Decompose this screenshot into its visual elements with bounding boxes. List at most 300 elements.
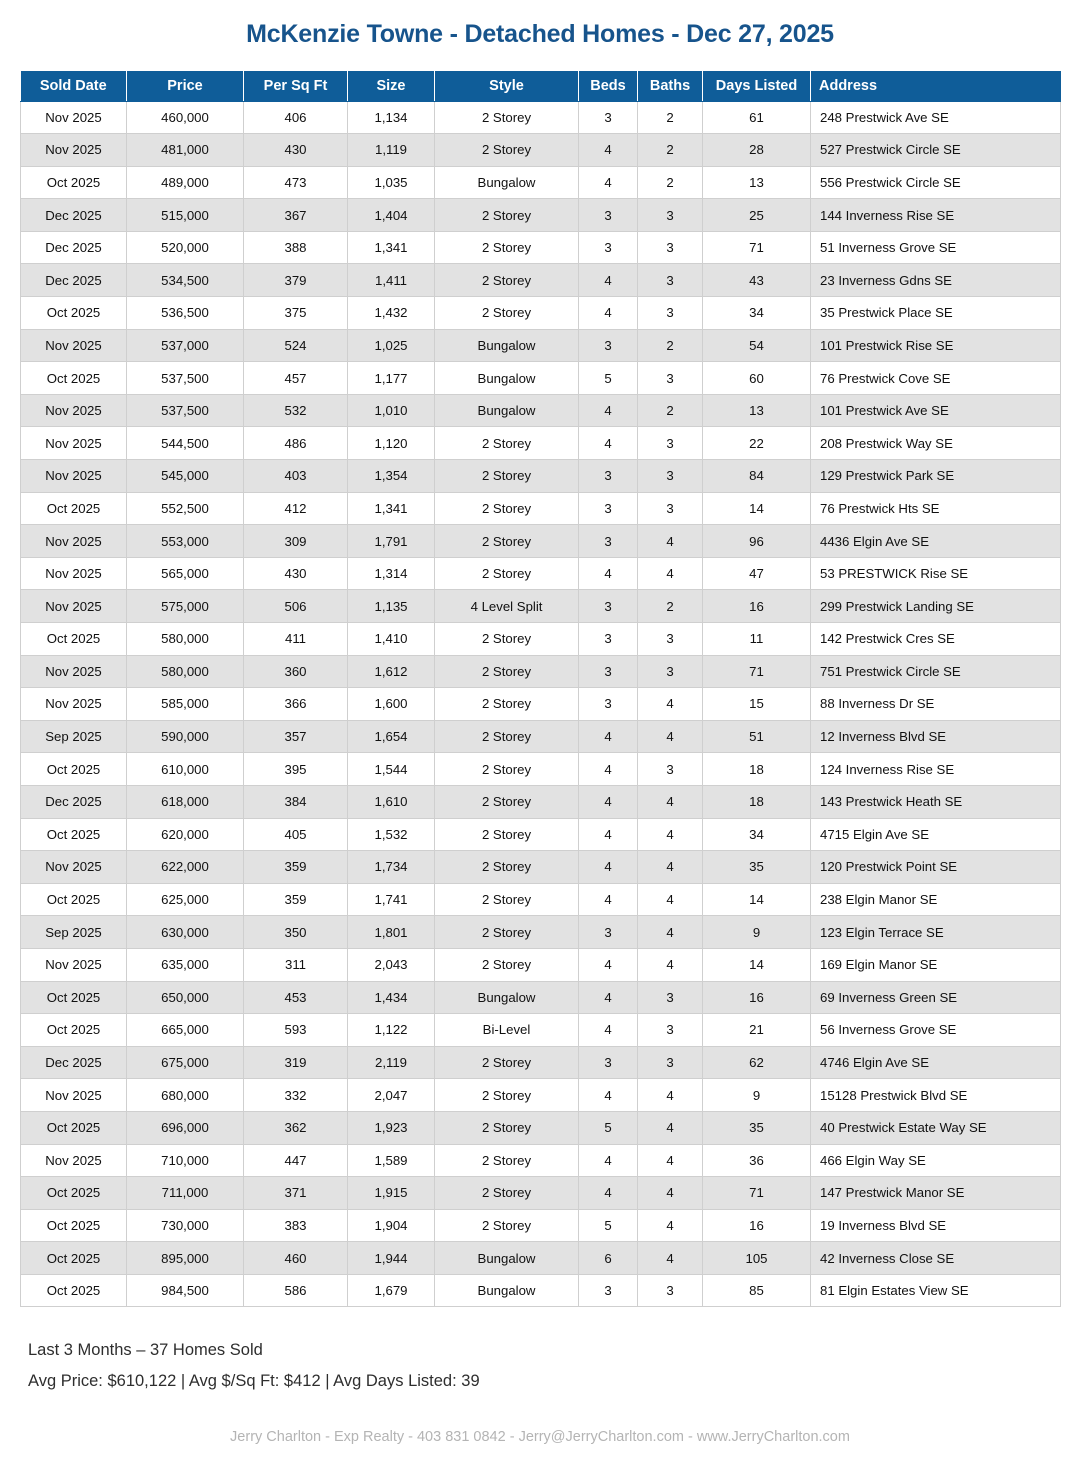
table-row: [21, 981, 1061, 1014]
cell-size: 1,654: [348, 720, 435, 753]
cell-style: 2 Storey: [435, 1177, 579, 1210]
cell-baths: 3: [638, 1274, 703, 1307]
cell-days_listed: 22: [703, 427, 811, 460]
cell-per_sq_ft: 359: [244, 851, 348, 884]
home-sales-table: [20, 71, 1061, 1307]
cell-style: Bungalow: [435, 1274, 579, 1307]
cell-price: 585,000: [127, 688, 244, 721]
cell-address: 144 Inverness Rise SE: [811, 199, 1061, 232]
cell-baths: 4: [638, 688, 703, 721]
cell-per_sq_ft: 311: [244, 948, 348, 981]
cell-address: 76 Prestwick Cove SE: [811, 362, 1061, 395]
cell-style: 2 Storey: [435, 492, 579, 525]
cell-style: Bungalow: [435, 981, 579, 1014]
cell-days_listed: 47: [703, 557, 811, 590]
cell-sold_date: Nov 2025: [21, 688, 127, 721]
cell-baths: 3: [638, 297, 703, 330]
cell-beds: 3: [579, 492, 638, 525]
cell-baths: 4: [638, 851, 703, 884]
cell-days_listed: 96: [703, 525, 811, 558]
cell-baths: 3: [638, 264, 703, 297]
table-row: [21, 1209, 1061, 1242]
cell-address: 51 Inverness Grove SE: [811, 231, 1061, 264]
cell-days_listed: 13: [703, 166, 811, 199]
cell-price: 537,500: [127, 394, 244, 427]
cell-address: 169 Elgin Manor SE: [811, 948, 1061, 981]
table-row: [21, 720, 1061, 753]
cell-address: 124 Inverness Rise SE: [811, 753, 1061, 786]
cell-price: 730,000: [127, 1209, 244, 1242]
cell-address: 23 Inverness Gdns SE: [811, 264, 1061, 297]
cell-price: 675,000: [127, 1046, 244, 1079]
column-header-beds[interactable]: Beds: [579, 71, 638, 101]
cell-beds: 3: [579, 231, 638, 264]
cell-price: 520,000: [127, 231, 244, 264]
cell-baths: 4: [638, 525, 703, 558]
cell-price: 575,000: [127, 590, 244, 623]
summary-section: [20, 1307, 1060, 1397]
cell-days_listed: 18: [703, 753, 811, 786]
cell-size: 1,341: [348, 492, 435, 525]
cell-style: 2 Storey: [435, 785, 579, 818]
cell-beds: 3: [579, 460, 638, 493]
cell-days_listed: 21: [703, 1014, 811, 1047]
cell-size: 1,010: [348, 394, 435, 427]
cell-style: 4 Level Split: [435, 590, 579, 623]
cell-address: 147 Prestwick Manor SE: [811, 1177, 1061, 1210]
cell-size: 1,734: [348, 851, 435, 884]
cell-days_listed: 84: [703, 460, 811, 493]
table-row: [21, 166, 1061, 199]
cell-baths: 4: [638, 883, 703, 916]
cell-days_listed: 16: [703, 981, 811, 1014]
cell-size: 1,532: [348, 818, 435, 851]
cell-style: 2 Storey: [435, 720, 579, 753]
cell-size: 1,120: [348, 427, 435, 460]
cell-baths: 2: [638, 329, 703, 362]
cell-baths: 4: [638, 557, 703, 590]
cell-days_listed: 28: [703, 134, 811, 167]
cell-per_sq_ft: 457: [244, 362, 348, 395]
cell-size: 1,025: [348, 329, 435, 362]
cell-baths: 3: [638, 231, 703, 264]
cell-days_listed: 16: [703, 1209, 811, 1242]
cell-baths: 4: [638, 1079, 703, 1112]
cell-size: 1,411: [348, 264, 435, 297]
cell-sold_date: Oct 2025: [21, 753, 127, 786]
cell-sold_date: Oct 2025: [21, 1177, 127, 1210]
cell-per_sq_ft: 412: [244, 492, 348, 525]
cell-per_sq_ft: 359: [244, 883, 348, 916]
cell-address: 53 PRESTWICK Rise SE: [811, 557, 1061, 590]
table-row: [21, 818, 1061, 851]
table-row: [21, 655, 1061, 688]
cell-per_sq_ft: 375: [244, 297, 348, 330]
cell-size: 1,610: [348, 785, 435, 818]
cell-days_listed: 35: [703, 851, 811, 884]
cell-baths: 4: [638, 1111, 703, 1144]
cell-price: 622,000: [127, 851, 244, 884]
cell-address: 466 Elgin Way SE: [811, 1144, 1061, 1177]
table-row: [21, 851, 1061, 884]
table-row: [21, 427, 1061, 460]
cell-style: 2 Storey: [435, 688, 579, 721]
cell-beds: 6: [579, 1242, 638, 1275]
cell-style: Bungalow: [435, 362, 579, 395]
cell-beds: 4: [579, 394, 638, 427]
cell-address: 4436 Elgin Ave SE: [811, 525, 1061, 558]
cell-style: 2 Storey: [435, 525, 579, 558]
cell-beds: 4: [579, 883, 638, 916]
cell-sold_date: Oct 2025: [21, 297, 127, 330]
cell-size: 1,119: [348, 134, 435, 167]
cell-beds: 4: [579, 297, 638, 330]
cell-days_listed: 14: [703, 948, 811, 981]
cell-beds: 5: [579, 1209, 638, 1242]
cell-per_sq_ft: 593: [244, 1014, 348, 1047]
table-row: [21, 1144, 1061, 1177]
cell-price: 545,000: [127, 460, 244, 493]
cell-size: 1,679: [348, 1274, 435, 1307]
cell-style: 2 Storey: [435, 264, 579, 297]
cell-per_sq_ft: 532: [244, 394, 348, 427]
cell-per_sq_ft: 357: [244, 720, 348, 753]
cell-address: 142 Prestwick Cres SE: [811, 623, 1061, 656]
cell-size: 1,923: [348, 1111, 435, 1144]
cell-beds: 4: [579, 166, 638, 199]
cell-size: 1,410: [348, 623, 435, 656]
cell-days_listed: 43: [703, 264, 811, 297]
cell-size: 1,135: [348, 590, 435, 623]
cell-sold_date: Dec 2025: [21, 785, 127, 818]
cell-style: 2 Storey: [435, 1046, 579, 1079]
cell-style: Bungalow: [435, 394, 579, 427]
cell-sold_date: Nov 2025: [21, 851, 127, 884]
cell-address: 556 Prestwick Circle SE: [811, 166, 1061, 199]
cell-style: 2 Storey: [435, 199, 579, 232]
table-row: [21, 264, 1061, 297]
cell-price: 618,000: [127, 785, 244, 818]
table-row: [21, 948, 1061, 981]
cell-per_sq_ft: 379: [244, 264, 348, 297]
cell-sold_date: Oct 2025: [21, 362, 127, 395]
cell-days_listed: 60: [703, 362, 811, 395]
cell-style: 2 Storey: [435, 427, 579, 460]
cell-price: 534,500: [127, 264, 244, 297]
cell-size: 1,177: [348, 362, 435, 395]
cell-size: 1,341: [348, 231, 435, 264]
cell-sold_date: Nov 2025: [21, 394, 127, 427]
table-row: [21, 394, 1061, 427]
cell-price: 590,000: [127, 720, 244, 753]
cell-per_sq_ft: 430: [244, 134, 348, 167]
column-header-sold-date[interactable]: Sold Date: [21, 71, 127, 101]
cell-beds: 4: [579, 785, 638, 818]
cell-price: 635,000: [127, 948, 244, 981]
cell-per_sq_ft: 506: [244, 590, 348, 623]
cell-days_listed: 61: [703, 101, 811, 134]
cell-price: 650,000: [127, 981, 244, 1014]
cell-address: 76 Prestwick Hts SE: [811, 492, 1061, 525]
cell-style: 2 Storey: [435, 883, 579, 916]
cell-style: 2 Storey: [435, 1209, 579, 1242]
cell-style: 2 Storey: [435, 1079, 579, 1112]
cell-price: 710,000: [127, 1144, 244, 1177]
cell-price: 665,000: [127, 1014, 244, 1047]
column-header-per-sq-ft[interactable]: Per Sq Ft: [244, 71, 348, 101]
cell-baths: 2: [638, 394, 703, 427]
cell-baths: 2: [638, 101, 703, 134]
cell-address: 56 Inverness Grove SE: [811, 1014, 1061, 1047]
cell-sold_date: Oct 2025: [21, 1014, 127, 1047]
cell-sold_date: Oct 2025: [21, 1209, 127, 1242]
cell-sold_date: Oct 2025: [21, 1274, 127, 1307]
cell-address: 12 Inverness Blvd SE: [811, 720, 1061, 753]
table-row: [21, 231, 1061, 264]
cell-sold_date: Dec 2025: [21, 264, 127, 297]
cell-address: 751 Prestwick Circle SE: [811, 655, 1061, 688]
cell-days_listed: 14: [703, 492, 811, 525]
cell-size: 1,944: [348, 1242, 435, 1275]
cell-baths: 3: [638, 655, 703, 688]
cell-address: 123 Elgin Terrace SE: [811, 916, 1061, 949]
cell-days_listed: 105: [703, 1242, 811, 1275]
cell-days_listed: 34: [703, 818, 811, 851]
table-row: [21, 525, 1061, 558]
cell-per_sq_ft: 371: [244, 1177, 348, 1210]
cell-beds: 3: [579, 1274, 638, 1307]
table-row: [21, 557, 1061, 590]
cell-beds: 4: [579, 1177, 638, 1210]
cell-sold_date: Nov 2025: [21, 590, 127, 623]
cell-beds: 3: [579, 199, 638, 232]
cell-per_sq_ft: 453: [244, 981, 348, 1014]
cell-sold_date: Nov 2025: [21, 525, 127, 558]
cell-baths: 4: [638, 948, 703, 981]
summary-period: Last 3 Months – 37 Homes Sold: [28, 1341, 263, 1360]
cell-price: 537,500: [127, 362, 244, 395]
cell-per_sq_ft: 460: [244, 1242, 348, 1275]
cell-sold_date: Oct 2025: [21, 818, 127, 851]
table-row: [21, 1242, 1061, 1275]
cell-style: 2 Storey: [435, 753, 579, 786]
cell-beds: 3: [579, 525, 638, 558]
cell-per_sq_ft: 384: [244, 785, 348, 818]
table-row: [21, 1274, 1061, 1307]
column-header-style[interactable]: Style: [435, 71, 579, 101]
table-row: [21, 297, 1061, 330]
column-header-days-listed[interactable]: Days Listed: [703, 71, 811, 101]
cell-beds: 3: [579, 655, 638, 688]
cell-size: 1,122: [348, 1014, 435, 1047]
cell-price: 610,000: [127, 753, 244, 786]
table-row: [21, 590, 1061, 623]
table-row: [21, 1014, 1061, 1047]
cell-beds: 4: [579, 981, 638, 1014]
cell-days_listed: 54: [703, 329, 811, 362]
cell-beds: 3: [579, 688, 638, 721]
cell-address: 4715 Elgin Ave SE: [811, 818, 1061, 851]
cell-per_sq_ft: 366: [244, 688, 348, 721]
column-header-size[interactable]: Size: [348, 71, 435, 101]
cell-size: 1,434: [348, 981, 435, 1014]
cell-beds: 4: [579, 427, 638, 460]
cell-per_sq_ft: 362: [244, 1111, 348, 1144]
cell-days_listed: 36: [703, 1144, 811, 1177]
cell-beds: 3: [579, 329, 638, 362]
cell-beds: 3: [579, 590, 638, 623]
cell-size: 1,801: [348, 916, 435, 949]
table-row: [21, 460, 1061, 493]
cell-address: 15128 Prestwick Blvd SE: [811, 1079, 1061, 1112]
cell-address: 120 Prestwick Point SE: [811, 851, 1061, 884]
table-header-row: [21, 71, 1061, 101]
cell-address: 299 Prestwick Landing SE: [811, 590, 1061, 623]
cell-baths: 3: [638, 492, 703, 525]
cell-address: 101 Prestwick Ave SE: [811, 394, 1061, 427]
cell-beds: 3: [579, 1046, 638, 1079]
cell-size: 1,544: [348, 753, 435, 786]
cell-beds: 4: [579, 720, 638, 753]
column-header-price[interactable]: Price: [127, 71, 244, 101]
table-row: [21, 785, 1061, 818]
cell-beds: 4: [579, 557, 638, 590]
cell-style: 2 Storey: [435, 297, 579, 330]
cell-price: 489,000: [127, 166, 244, 199]
cell-per_sq_ft: 350: [244, 916, 348, 949]
cell-price: 620,000: [127, 818, 244, 851]
cell-price: 580,000: [127, 623, 244, 656]
cell-style: 2 Storey: [435, 231, 579, 264]
cell-days_listed: 25: [703, 199, 811, 232]
cell-days_listed: 62: [703, 1046, 811, 1079]
table-row: [21, 329, 1061, 362]
cell-address: 19 Inverness Blvd SE: [811, 1209, 1061, 1242]
cell-sold_date: Nov 2025: [21, 948, 127, 981]
cell-address: 4746 Elgin Ave SE: [811, 1046, 1061, 1079]
cell-baths: 4: [638, 785, 703, 818]
cell-beds: 3: [579, 623, 638, 656]
cell-per_sq_ft: 367: [244, 199, 348, 232]
cell-baths: 4: [638, 720, 703, 753]
cell-sold_date: Sep 2025: [21, 916, 127, 949]
cell-address: 143 Prestwick Heath SE: [811, 785, 1061, 818]
cell-price: 984,500: [127, 1274, 244, 1307]
cell-style: Bungalow: [435, 166, 579, 199]
cell-days_listed: 35: [703, 1111, 811, 1144]
page-title: McKenzie Towne - Detached Homes - Dec 27, 2025: [246, 20, 834, 48]
cell-days_listed: 85: [703, 1274, 811, 1307]
cell-style: 2 Storey: [435, 557, 579, 590]
cell-beds: 4: [579, 264, 638, 297]
cell-style: 2 Storey: [435, 948, 579, 981]
cell-beds: 4: [579, 1079, 638, 1112]
cell-beds: 5: [579, 1111, 638, 1144]
column-header-baths[interactable]: Baths: [638, 71, 703, 101]
cell-beds: 4: [579, 948, 638, 981]
cell-baths: 3: [638, 981, 703, 1014]
cell-days_listed: 51: [703, 720, 811, 753]
cell-address: 129 Prestwick Park SE: [811, 460, 1061, 493]
cell-sold_date: Nov 2025: [21, 1079, 127, 1112]
cell-days_listed: 34: [703, 297, 811, 330]
cell-style: 2 Storey: [435, 916, 579, 949]
cell-style: 2 Storey: [435, 134, 579, 167]
cell-per_sq_ft: 524: [244, 329, 348, 362]
cell-per_sq_ft: 473: [244, 166, 348, 199]
cell-beds: 4: [579, 134, 638, 167]
cell-sold_date: Oct 2025: [21, 1111, 127, 1144]
cell-style: 2 Storey: [435, 1144, 579, 1177]
cell-sold_date: Sep 2025: [21, 720, 127, 753]
cell-per_sq_ft: 403: [244, 460, 348, 493]
cell-baths: 3: [638, 362, 703, 395]
cell-price: 711,000: [127, 1177, 244, 1210]
cell-size: 2,047: [348, 1079, 435, 1112]
cell-price: 696,000: [127, 1111, 244, 1144]
table-row: [21, 753, 1061, 786]
cell-address: 40 Prestwick Estate Way SE: [811, 1111, 1061, 1144]
cell-size: 1,915: [348, 1177, 435, 1210]
cell-sold_date: Nov 2025: [21, 557, 127, 590]
cell-beds: 4: [579, 1014, 638, 1047]
cell-size: 1,612: [348, 655, 435, 688]
cell-size: 1,589: [348, 1144, 435, 1177]
cell-beds: 4: [579, 851, 638, 884]
cell-baths: 4: [638, 1177, 703, 1210]
cell-days_listed: 16: [703, 590, 811, 623]
cell-size: 2,043: [348, 948, 435, 981]
cell-sold_date: Nov 2025: [21, 460, 127, 493]
table-row: [21, 101, 1061, 134]
cell-baths: 4: [638, 916, 703, 949]
cell-sold_date: Oct 2025: [21, 981, 127, 1014]
cell-sold_date: Dec 2025: [21, 199, 127, 232]
cell-beds: 3: [579, 916, 638, 949]
cell-baths: 4: [638, 1209, 703, 1242]
cell-baths: 4: [638, 818, 703, 851]
cell-per_sq_ft: 360: [244, 655, 348, 688]
cell-per_sq_ft: 309: [244, 525, 348, 558]
table-row: [21, 362, 1061, 395]
table-row: [21, 688, 1061, 721]
cell-per_sq_ft: 447: [244, 1144, 348, 1177]
cell-price: 536,500: [127, 297, 244, 330]
cell-price: 553,000: [127, 525, 244, 558]
cell-address: 101 Prestwick Rise SE: [811, 329, 1061, 362]
cell-style: 2 Storey: [435, 460, 579, 493]
cell-sold_date: Oct 2025: [21, 1242, 127, 1275]
cell-address: 208 Prestwick Way SE: [811, 427, 1061, 460]
cell-baths: 3: [638, 1014, 703, 1047]
cell-style: 2 Storey: [435, 655, 579, 688]
cell-address: 238 Elgin Manor SE: [811, 883, 1061, 916]
cell-size: 1,035: [348, 166, 435, 199]
cell-sold_date: Nov 2025: [21, 101, 127, 134]
column-header-address[interactable]: Address: [811, 71, 1061, 101]
cell-price: 680,000: [127, 1079, 244, 1112]
cell-beds: 5: [579, 362, 638, 395]
cell-baths: 2: [638, 134, 703, 167]
sales-table-container: [20, 50, 1060, 1307]
cell-days_listed: 11: [703, 623, 811, 656]
cell-baths: 3: [638, 427, 703, 460]
cell-per_sq_ft: 332: [244, 1079, 348, 1112]
cell-baths: 3: [638, 623, 703, 656]
cell-style: 2 Storey: [435, 101, 579, 134]
cell-style: Bungalow: [435, 329, 579, 362]
table-row: [21, 1111, 1061, 1144]
